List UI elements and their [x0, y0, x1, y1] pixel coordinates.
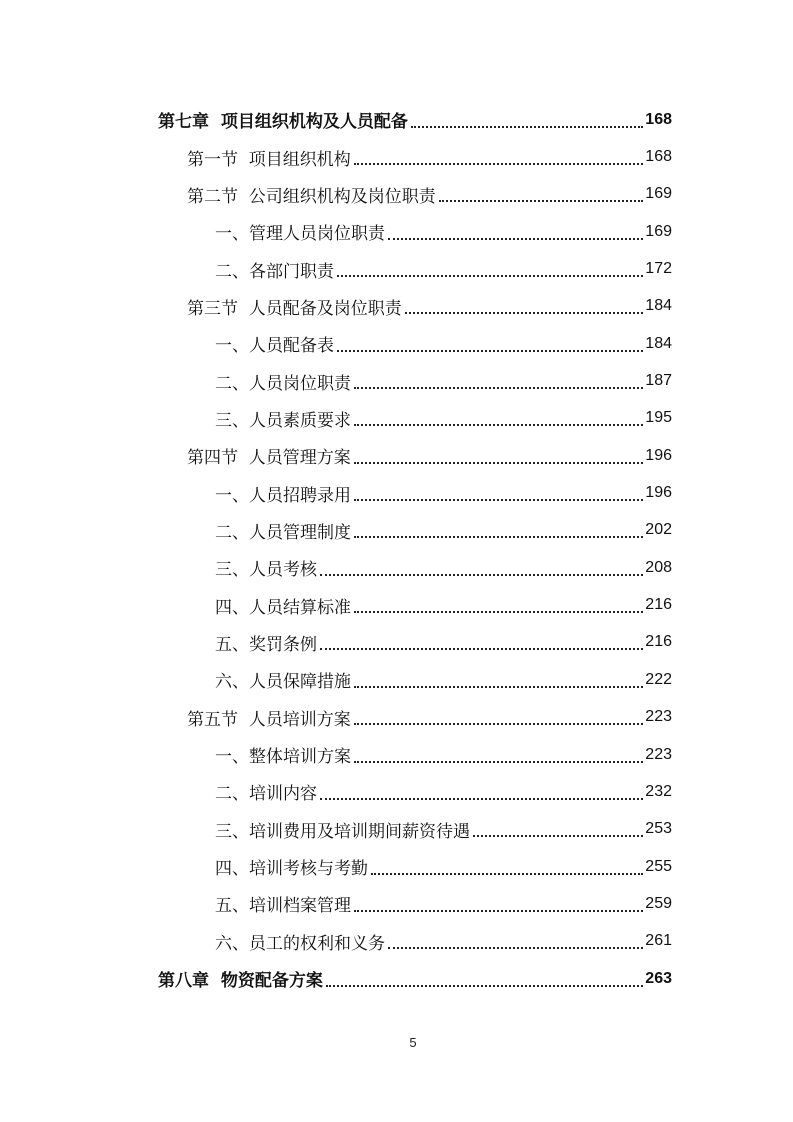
dot-leader — [354, 499, 643, 501]
toc-entry-title: 第七章 项目组织机构及人员配备 — [158, 112, 408, 133]
toc-entry-title: 第四节 人员管理方案 — [187, 448, 351, 469]
toc-entry-item — [158, 586, 672, 623]
toc-entry-section — [158, 288, 672, 325]
dot-leader — [354, 611, 643, 613]
toc-entry-title: 五、培训档案管理 — [215, 896, 351, 917]
toc-entry-item — [158, 549, 672, 586]
dot-leader — [326, 985, 643, 987]
toc-entry-title: 第三节 人员配备及岗位职责 — [187, 298, 402, 319]
toc-entry-title: 二、人员岗位职责 — [215, 373, 351, 394]
dot-leader — [337, 275, 643, 277]
dot-leader — [354, 910, 643, 912]
toc-entry-page: 208 — [645, 558, 672, 576]
toc-entry-section — [158, 138, 672, 175]
toc-entry-title: 三、人员素质要求 — [215, 410, 351, 431]
toc-entry-item — [158, 736, 672, 773]
toc-entry-item — [158, 661, 672, 698]
toc-entry-page: 263 — [645, 969, 672, 987]
toc-entry-title: 一、人员配备表 — [215, 336, 334, 357]
toc-entry-title: 一、人员招聘录用 — [215, 485, 351, 506]
toc-entry-page: 187 — [645, 372, 672, 390]
table-of-contents — [158, 101, 672, 997]
toc-entry-page: 216 — [645, 633, 672, 651]
toc-entry-item — [158, 362, 672, 399]
toc-entry-title: 二、各部门职责 — [215, 261, 334, 282]
toc-entry-title: 第五节 人员培训方案 — [187, 709, 351, 730]
dot-leader — [354, 387, 643, 389]
toc-entry-title: 六、人员保障措施 — [215, 672, 351, 693]
toc-entry-page: 223 — [645, 745, 672, 763]
dot-leader — [354, 723, 643, 725]
dot-leader — [354, 163, 643, 165]
toc-entry-page: 169 — [645, 185, 672, 203]
toc-entry-title: 六、员工的权利和义务 — [215, 933, 385, 954]
toc-entry-title: 一、整体培训方案 — [215, 747, 351, 768]
toc-entry-page: 168 — [645, 148, 672, 166]
dot-leader — [439, 200, 643, 202]
toc-entry-page: 195 — [645, 409, 672, 427]
toc-entry-page: 184 — [645, 334, 672, 352]
toc-entry-item — [158, 213, 672, 250]
toc-entry-title: 第一节 项目组织机构 — [187, 149, 351, 170]
toc-entry-item — [158, 624, 672, 661]
toc-entry-title: 一、管理人员岗位职责 — [215, 224, 385, 245]
page-number: 5 — [409, 1035, 417, 1050]
toc-entry-chapter — [158, 101, 672, 138]
toc-entry-title: 二、人员管理制度 — [215, 522, 351, 543]
dot-leader — [371, 873, 643, 875]
dot-leader — [411, 126, 643, 128]
toc-entry-title: 三、人员考核 — [215, 560, 317, 581]
dot-leader — [354, 424, 643, 426]
dot-leader — [337, 350, 643, 352]
toc-entry-page: 184 — [645, 297, 672, 315]
toc-entry-title: 五、奖罚条例 — [215, 634, 317, 655]
toc-entry-item — [158, 923, 672, 960]
toc-entry-page: 196 — [645, 446, 672, 464]
toc-entry-title: 四、人员结算标准 — [215, 597, 351, 618]
dot-leader — [320, 798, 643, 800]
toc-entry-item — [158, 773, 672, 810]
toc-entry-page: 172 — [645, 260, 672, 278]
toc-entry-item — [158, 400, 672, 437]
toc-entry-page: 232 — [645, 782, 672, 800]
toc-entry-page: 216 — [645, 596, 672, 614]
toc-entry-item — [158, 325, 672, 362]
toc-entry-title: 四、培训考核与考勤 — [215, 859, 368, 880]
toc-entry-title: 第二节 公司组织机构及岗位职责 — [187, 186, 436, 207]
toc-entry-page: 169 — [645, 222, 672, 240]
toc-entry-chapter — [158, 960, 672, 997]
dot-leader — [405, 312, 643, 314]
toc-entry-page: 222 — [645, 670, 672, 688]
toc-entry-page: 261 — [645, 932, 672, 950]
dot-leader — [354, 686, 643, 688]
toc-entry-section — [158, 176, 672, 213]
toc-entry-page: 196 — [645, 484, 672, 502]
dot-leader — [354, 536, 643, 538]
toc-entry-page: 253 — [645, 820, 672, 838]
dot-leader — [354, 761, 643, 763]
toc-entry-section — [158, 699, 672, 736]
dot-leader — [354, 462, 643, 464]
toc-entry-title: 二、培训内容 — [215, 784, 317, 805]
toc-entry-item — [158, 474, 672, 511]
dot-leader — [388, 947, 643, 949]
dot-leader — [388, 238, 643, 240]
toc-entry-item — [158, 811, 672, 848]
dot-leader — [473, 835, 643, 837]
toc-entry-page: 168 — [645, 110, 672, 128]
toc-entry-item — [158, 885, 672, 922]
toc-entry-item — [158, 250, 672, 287]
toc-entry-page: 259 — [645, 894, 672, 912]
toc-entry-page: 255 — [645, 857, 672, 875]
toc-entry-item — [158, 512, 672, 549]
toc-entry-page: 223 — [645, 708, 672, 726]
toc-entry-item — [158, 848, 672, 885]
toc-entry-title: 三、培训费用及培训期间薪资待遇 — [215, 821, 470, 842]
toc-entry-section — [158, 437, 672, 474]
dot-leader — [320, 648, 643, 650]
dot-leader — [320, 574, 643, 576]
toc-entry-page: 202 — [645, 521, 672, 539]
toc-entry-title: 第八章 物资配备方案 — [158, 971, 323, 992]
